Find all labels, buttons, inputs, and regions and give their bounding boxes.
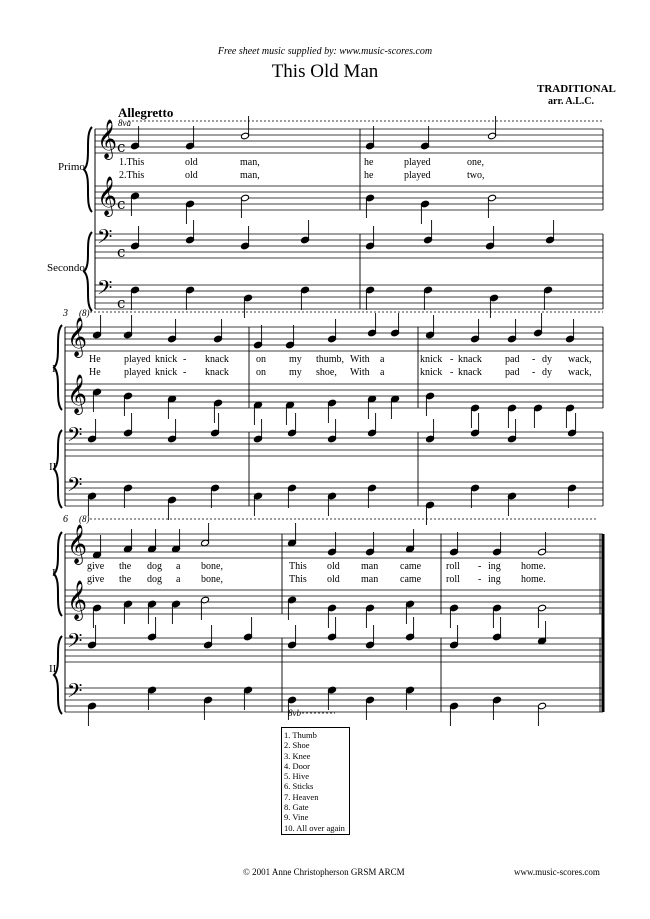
note-head bbox=[534, 404, 543, 412]
time-signature: c bbox=[117, 294, 126, 312]
lyric-syllable: shoe, bbox=[316, 367, 337, 378]
note-head bbox=[328, 399, 337, 407]
note-head bbox=[286, 341, 295, 349]
lyric-syllable: give bbox=[87, 561, 105, 572]
note-head bbox=[93, 604, 102, 612]
lyric-syllable: knick bbox=[155, 354, 178, 365]
tempo-marking: Allegretto bbox=[118, 105, 174, 120]
composer: TRADITIONAL bbox=[537, 83, 616, 95]
note-head bbox=[366, 194, 375, 202]
brace bbox=[54, 430, 62, 508]
note-head bbox=[426, 435, 435, 443]
lyric-syllable: man, bbox=[240, 157, 260, 168]
note-head bbox=[288, 641, 297, 649]
lyric-syllable: bone, bbox=[201, 574, 223, 585]
note-head bbox=[471, 404, 480, 412]
note-head bbox=[328, 686, 337, 694]
note-head bbox=[421, 200, 430, 208]
lyric-syllable: a bbox=[176, 574, 181, 585]
note-head bbox=[244, 294, 253, 302]
note-head bbox=[204, 696, 213, 704]
note-head bbox=[493, 548, 502, 556]
note-head bbox=[368, 429, 377, 437]
note-head bbox=[148, 686, 157, 694]
note-head bbox=[288, 484, 297, 492]
lyric-syllable: 2.This bbox=[119, 170, 145, 181]
note-head bbox=[288, 696, 297, 704]
lyric-syllable: - bbox=[450, 354, 454, 365]
note-head bbox=[186, 200, 195, 208]
lyric-syllable: played bbox=[404, 170, 431, 181]
note-head bbox=[486, 242, 495, 250]
brace bbox=[84, 127, 92, 212]
note-head bbox=[568, 484, 577, 492]
lyric-syllable: the bbox=[119, 561, 132, 572]
lyric-syllable: he bbox=[364, 157, 374, 168]
note-head bbox=[488, 132, 497, 140]
verse-item: 5. Hive bbox=[284, 771, 310, 782]
part-label-primo-short: I bbox=[52, 363, 56, 375]
lyric-syllable: he bbox=[364, 170, 374, 181]
note-head bbox=[88, 702, 97, 710]
lyric-syllable: wack, bbox=[568, 354, 592, 365]
verse-item: 9. Vine bbox=[284, 812, 309, 823]
arranger: arr. A.L.C. bbox=[548, 96, 595, 107]
ottava-alta-mark: (8) bbox=[79, 308, 90, 318]
bass-clef: 𝄢 bbox=[67, 679, 83, 707]
lyric-syllable: old bbox=[327, 561, 340, 572]
note-head bbox=[328, 335, 337, 343]
note-head bbox=[406, 686, 415, 694]
treble-clef: 𝄞 bbox=[67, 580, 88, 620]
lyric-syllable: - bbox=[478, 574, 482, 585]
lyric-syllable: old bbox=[185, 157, 198, 168]
lyric-syllable: give bbox=[87, 574, 105, 585]
note-head bbox=[328, 633, 337, 641]
part-label-secondo-short: II bbox=[49, 461, 57, 473]
note-head bbox=[124, 392, 133, 400]
note-head bbox=[131, 142, 140, 150]
note-head bbox=[426, 392, 435, 400]
verse-item: 3. Knee bbox=[284, 750, 311, 761]
lyric-syllable: dy bbox=[542, 354, 552, 365]
bass-clef: 𝄢 bbox=[67, 423, 83, 451]
time-signature: c bbox=[117, 195, 126, 213]
note-head bbox=[328, 548, 337, 556]
note-head bbox=[368, 329, 377, 337]
lyric-syllable: - bbox=[450, 367, 454, 378]
note-head bbox=[93, 331, 102, 339]
time-signature: c bbox=[117, 138, 126, 156]
note-head bbox=[488, 194, 497, 202]
note-head bbox=[508, 335, 517, 343]
measure-number: 6 bbox=[63, 514, 68, 525]
lyric-syllable: With bbox=[350, 354, 370, 365]
lyric-syllable: roll bbox=[446, 574, 460, 585]
lyric-syllable: 1.This bbox=[119, 157, 145, 168]
lyric-syllable: ing bbox=[488, 574, 501, 585]
lyric-syllable: knick bbox=[155, 367, 178, 378]
footer-website: www.music-scores.com bbox=[514, 867, 600, 877]
note-head bbox=[148, 600, 157, 608]
note-head bbox=[124, 484, 133, 492]
lyric-syllable: a bbox=[176, 561, 181, 572]
note-head bbox=[538, 702, 547, 710]
lyric-syllable: old bbox=[185, 170, 198, 181]
note-head bbox=[211, 484, 220, 492]
note-head bbox=[568, 429, 577, 437]
note-head bbox=[254, 341, 263, 349]
ottava-bassa-mark: 8vb bbox=[288, 708, 301, 718]
time-signature: c bbox=[117, 243, 126, 261]
note-head bbox=[93, 388, 102, 396]
bass-clef: 𝄢 bbox=[97, 276, 113, 304]
note-head bbox=[201, 596, 210, 604]
lyric-syllable: my bbox=[289, 354, 302, 365]
note-head bbox=[148, 633, 157, 641]
note-head bbox=[214, 335, 223, 343]
lyric-syllable: With bbox=[350, 367, 370, 378]
part-label-secondo-short-3: II bbox=[49, 663, 57, 675]
lyric-syllable: knack bbox=[458, 367, 482, 378]
note-head bbox=[421, 142, 430, 150]
lyric-syllable: the bbox=[119, 574, 132, 585]
lyric-syllable: home. bbox=[521, 574, 546, 585]
bass-clef: 𝄢 bbox=[67, 473, 83, 501]
verse-item: 4. Door bbox=[284, 760, 310, 771]
note-head bbox=[328, 492, 337, 500]
note-head bbox=[450, 604, 459, 612]
brace bbox=[54, 325, 62, 410]
note-head bbox=[254, 435, 263, 443]
supplied-by-note: Free sheet music supplied by: www.music-scores.com bbox=[217, 46, 433, 57]
note-head bbox=[328, 435, 337, 443]
brace bbox=[54, 636, 62, 714]
note-head bbox=[538, 604, 547, 612]
note-head bbox=[471, 335, 480, 343]
ottava-alta-mark: 8va bbox=[118, 118, 131, 128]
lyric-syllable: ing bbox=[488, 561, 501, 572]
part-label-primo: Primo bbox=[58, 161, 85, 173]
part-label-primo-short-3: I bbox=[52, 567, 56, 579]
lyric-syllable: dog bbox=[147, 561, 162, 572]
lyric-syllable: a bbox=[380, 354, 385, 365]
note-head bbox=[131, 286, 140, 294]
lyric-syllable: on bbox=[256, 367, 266, 378]
lyric-syllable: thumb, bbox=[316, 354, 345, 365]
lyric-syllable: - bbox=[183, 367, 187, 378]
note-head bbox=[366, 242, 375, 250]
verse-item: 8. Gate bbox=[284, 802, 309, 813]
part-label-secondo: Secondo bbox=[47, 262, 85, 274]
lyric-syllable: knack bbox=[458, 354, 482, 365]
treble-clef: 𝄞 bbox=[97, 176, 118, 216]
lyric-syllable: one, bbox=[467, 157, 484, 168]
lyric-syllable: roll bbox=[446, 561, 460, 572]
lyric-syllable: pad bbox=[505, 367, 520, 378]
note-head bbox=[424, 236, 433, 244]
lyric-syllable: came bbox=[400, 561, 422, 572]
lyric-syllable: man bbox=[361, 561, 379, 572]
bass-clef: 𝄢 bbox=[97, 225, 113, 253]
verse-item: 7. Heaven bbox=[284, 791, 319, 802]
note-head bbox=[241, 194, 250, 202]
note-head bbox=[301, 236, 310, 244]
measure-number: 3 bbox=[63, 308, 68, 319]
note-head bbox=[288, 596, 297, 604]
note-head bbox=[471, 429, 480, 437]
lyric-syllable: He bbox=[89, 367, 101, 378]
lyric-syllable: home. bbox=[521, 561, 546, 572]
note-head bbox=[493, 604, 502, 612]
note-head bbox=[450, 702, 459, 710]
note-head bbox=[204, 641, 213, 649]
note-head bbox=[566, 404, 575, 412]
treble-clef: 𝄞 bbox=[67, 317, 88, 357]
note-head bbox=[168, 496, 177, 504]
verse-item: 10. All over again bbox=[284, 822, 345, 833]
note-head bbox=[368, 484, 377, 492]
note-head bbox=[366, 286, 375, 294]
lyric-syllable: on bbox=[256, 354, 266, 365]
lyric-syllable: two, bbox=[467, 170, 485, 181]
lyric-syllable: This bbox=[289, 574, 307, 585]
note-head bbox=[366, 641, 375, 649]
lyric-syllable: - bbox=[532, 354, 536, 365]
note-head bbox=[391, 329, 400, 337]
note-head bbox=[544, 286, 553, 294]
note-head bbox=[241, 242, 250, 250]
note-head bbox=[538, 548, 547, 556]
lyric-syllable: - bbox=[183, 354, 187, 365]
note-head bbox=[241, 132, 250, 140]
note-head bbox=[508, 435, 517, 443]
lyric-syllable: knack bbox=[205, 354, 229, 365]
note-head bbox=[406, 600, 415, 608]
note-head bbox=[534, 329, 543, 337]
note-head bbox=[288, 429, 297, 437]
treble-clef: 𝄞 bbox=[67, 524, 88, 564]
note-head bbox=[211, 429, 220, 437]
note-head bbox=[124, 429, 133, 437]
verse-item: 2. Shoe bbox=[284, 740, 310, 751]
note-head bbox=[366, 696, 375, 704]
note-head bbox=[450, 641, 459, 649]
note-head bbox=[546, 236, 555, 244]
note-head bbox=[508, 492, 517, 500]
note-head bbox=[493, 633, 502, 641]
lyric-syllable: bone, bbox=[201, 561, 223, 572]
note-head bbox=[328, 604, 337, 612]
lyric-syllable: man bbox=[361, 574, 379, 585]
note-head bbox=[88, 492, 97, 500]
lyric-syllable: - bbox=[532, 367, 536, 378]
note-head bbox=[508, 404, 517, 412]
note-head bbox=[566, 335, 575, 343]
ottava-alta-mark: (8) bbox=[79, 514, 90, 524]
note-head bbox=[426, 331, 435, 339]
note-head bbox=[301, 286, 310, 294]
note-head bbox=[186, 286, 195, 294]
lyric-syllable: played bbox=[124, 354, 151, 365]
note-head bbox=[244, 633, 253, 641]
note-head bbox=[124, 600, 133, 608]
verse-item: 6. Sticks bbox=[284, 781, 314, 792]
lyric-syllable: - bbox=[478, 561, 482, 572]
note-head bbox=[426, 501, 435, 509]
lyric-syllable: He bbox=[89, 354, 101, 365]
note-head bbox=[493, 696, 502, 704]
note-head bbox=[244, 686, 253, 694]
lyric-syllable: This bbox=[289, 561, 307, 572]
lyric-syllable: knick bbox=[420, 367, 443, 378]
page-title: This Old Man bbox=[271, 61, 379, 82]
lyric-syllable: dog bbox=[147, 574, 162, 585]
treble-clef: 𝄞 bbox=[97, 119, 118, 159]
note-head bbox=[424, 286, 433, 294]
note-head bbox=[490, 294, 499, 302]
note-head bbox=[168, 335, 177, 343]
note-head bbox=[186, 142, 195, 150]
note-head bbox=[214, 399, 223, 407]
lyric-syllable: played bbox=[124, 367, 151, 378]
note-head bbox=[172, 600, 181, 608]
lyric-syllable: knick bbox=[420, 354, 443, 365]
note-head bbox=[366, 142, 375, 150]
treble-clef: 𝄞 bbox=[67, 374, 88, 414]
note-head bbox=[406, 633, 415, 641]
lyric-syllable: played bbox=[404, 157, 431, 168]
brace bbox=[84, 232, 92, 311]
lyric-syllable: pad bbox=[505, 354, 520, 365]
lyric-syllable: my bbox=[289, 367, 302, 378]
lyric-syllable: wack, bbox=[568, 367, 592, 378]
bass-clef: 𝄢 bbox=[67, 629, 83, 657]
lyric-syllable: a bbox=[380, 367, 385, 378]
note-head bbox=[471, 484, 480, 492]
note-head bbox=[450, 548, 459, 556]
copyright: © 2001 Anne Christopherson GRSM ARCM bbox=[243, 867, 405, 877]
verse-list bbox=[281, 727, 350, 835]
note-head bbox=[124, 331, 133, 339]
note-head bbox=[131, 242, 140, 250]
note-head bbox=[88, 641, 97, 649]
note-head bbox=[366, 548, 375, 556]
brace bbox=[54, 532, 62, 616]
lyric-syllable: came bbox=[400, 574, 422, 585]
lyric-syllable: old bbox=[327, 574, 340, 585]
lyric-syllable: knack bbox=[205, 367, 229, 378]
note-head bbox=[366, 604, 375, 612]
verse-item: 1. Thumb bbox=[284, 730, 317, 740]
note-head bbox=[88, 435, 97, 443]
note-head bbox=[254, 492, 263, 500]
lyric-syllable: man, bbox=[240, 170, 260, 181]
note-head bbox=[168, 435, 177, 443]
lyric-syllable: dy bbox=[542, 367, 552, 378]
note-head bbox=[186, 236, 195, 244]
note-head bbox=[131, 192, 140, 200]
